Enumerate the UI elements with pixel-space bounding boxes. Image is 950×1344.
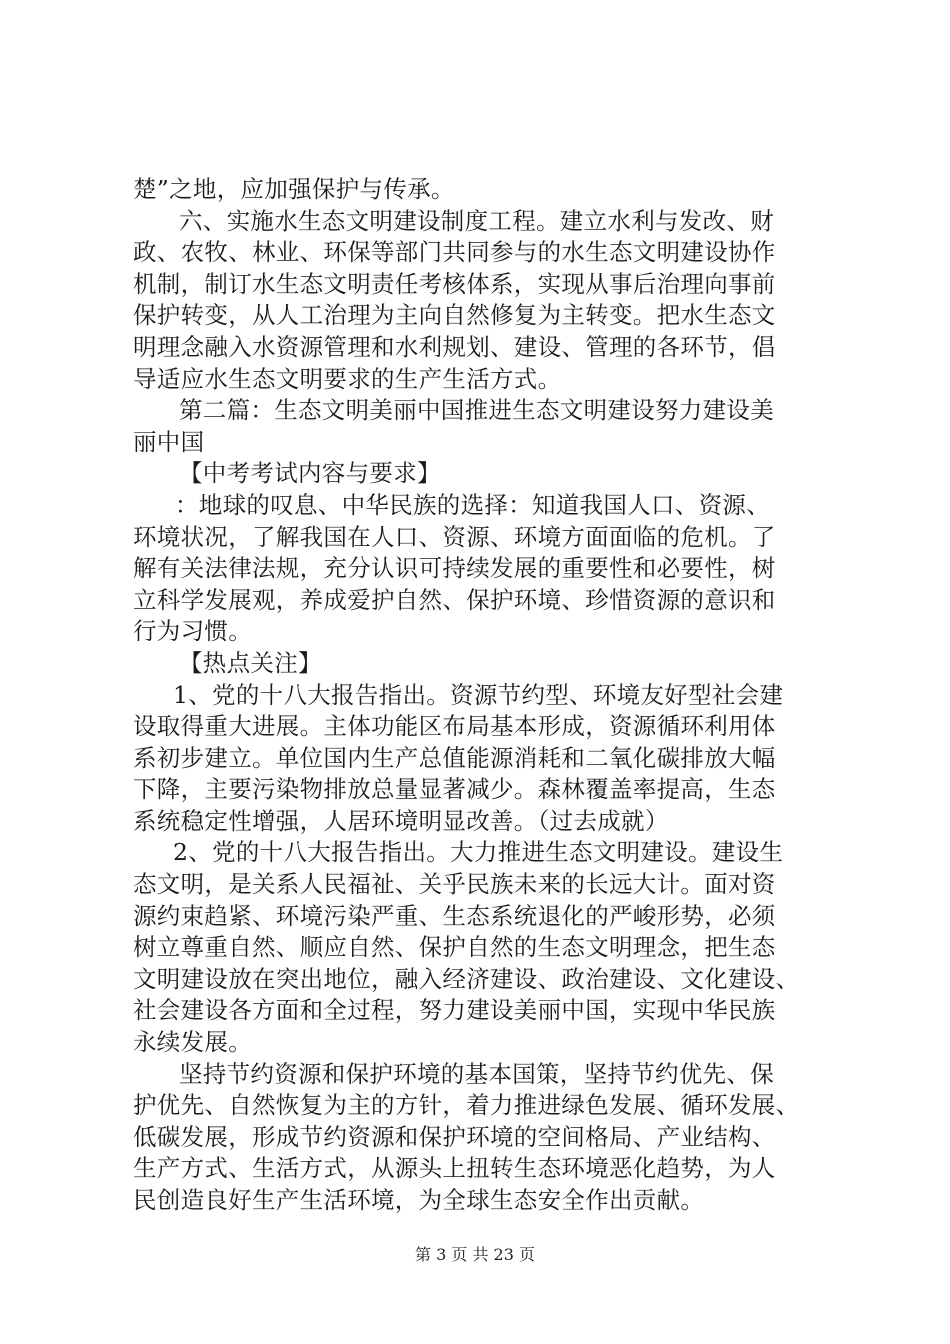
text-line: 系初步建立。单位国内生产总值能源消耗和二氧化碳排放大幅 bbox=[133, 743, 776, 772]
text-line: 民创造良好生产生活环境，为全球生态安全作出贡献。 bbox=[133, 1186, 705, 1214]
text-line: 低碳发展，形成节约资源和保护环境的空间格局、产业结构、 bbox=[133, 1122, 776, 1151]
document-body bbox=[133, 174, 833, 1217]
subheading: 【热点关注】 bbox=[179, 648, 322, 677]
text-line: 设取得重大进展。主体功能区布局基本形成，资源循环利用体 bbox=[133, 712, 776, 741]
text-line: 政、农牧、林业、环保等部门共同参与的水生态文明建设协作 bbox=[133, 238, 776, 267]
text-line: 源约束趋紧、环境污染严重、生态系统退化的严峻形势，必须 bbox=[133, 901, 776, 930]
text-line: 系统稳定性增强，人居环境明显改善。（过去成就） bbox=[133, 806, 669, 835]
text-line: 环境状况，了解我国在人口、资源、环境方面面临的危机。了 bbox=[133, 522, 776, 551]
text-line: 文明建设放在突出地位，融入经济建设、政治建设、文化建设、 bbox=[133, 964, 800, 993]
text-line: 立科学发展观，养成爱护自然、保护环境、珍惜资源的意识和 bbox=[133, 585, 776, 614]
text-line: 解有关法律法规，充分认识可持续发展的重要性和必要性，树 bbox=[133, 554, 776, 583]
text-line: 保护转变，从人工治理为主向自然修复为主转变。把水生态文 bbox=[133, 301, 776, 330]
text-line: 树立尊重自然、顺应自然、保护自然的生态文明理念，把生态 bbox=[133, 933, 776, 962]
text-line: 楚”之地，应加强保护与传承。 bbox=[133, 175, 455, 203]
section-heading: 第二篇：生态文明美丽中国推进生态文明建设努力建设美 bbox=[179, 396, 774, 425]
text-line: 六、实施水生态文明建设制度工程。建立水利与发改、财 bbox=[179, 206, 774, 235]
text-line: 社会建设各方面和全过程，努力建设美丽中国，实现中华民族 bbox=[133, 996, 776, 1025]
page-number-footer: 第 3 页 共 23 页 bbox=[415, 1245, 535, 1264]
section-heading-continued: 丽中国 bbox=[133, 427, 205, 456]
text-line: 1、党的十八大报告指出。资源节约型、环境友好型社会建 bbox=[173, 680, 784, 709]
text-line: 坚持节约资源和保护环境的基本国策，坚持节约优先、保 bbox=[179, 1059, 774, 1088]
text-line: 生产方式、生活方式，从源头上扭转生态环境恶化趋势，为人 bbox=[133, 1154, 776, 1183]
text-line: 2、党的十八大报告指出。大力推进生态文明建设。建设生 bbox=[173, 838, 784, 867]
text-line: 机制，制订水生态文明责任考核体系，实现从事后治理向事前 bbox=[133, 269, 776, 298]
text-line: 护优先、自然恢复为主的方针，着力推进绿色发展、循环发展、 bbox=[133, 1091, 800, 1120]
text-line: ：地球的叹息、中华民族的选择：知道我国人口、资源、 bbox=[175, 490, 770, 519]
subheading: 【中考考试内容与要求】 bbox=[179, 459, 441, 488]
text-line: 态文明，是关系人民福祉、关乎民族未来的长远大计。面对资 bbox=[133, 870, 776, 899]
text-line: 下降，主要污染物排放总量显著减少。森林覆盖率提高，生态 bbox=[133, 775, 776, 804]
text-line: 行为习惯。 bbox=[133, 617, 252, 646]
text-line: 导适应水生态文明要求的生产生活方式。 bbox=[133, 364, 562, 393]
text-line: 永续发展。 bbox=[133, 1028, 252, 1057]
text-line: 明理念融入水资源管理和水利规划、建设、管理的各环节，倡 bbox=[133, 332, 776, 361]
